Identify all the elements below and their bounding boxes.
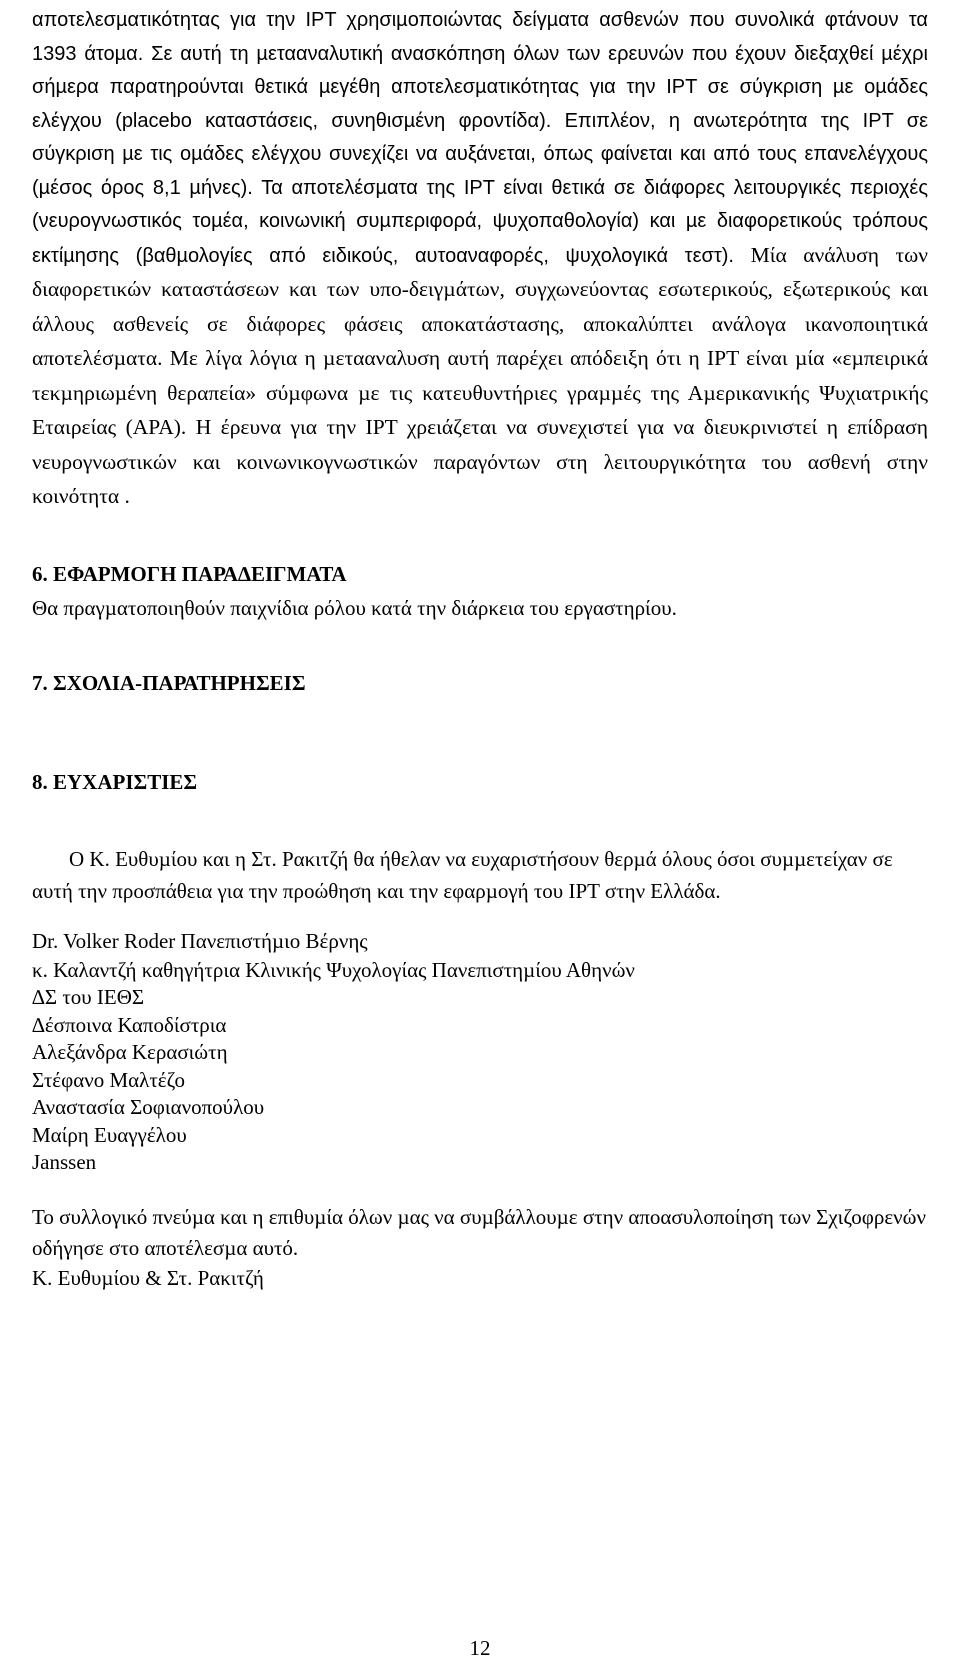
thanks-name: Στέφανο Μαλτέζο <box>32 1067 185 1092</box>
section-heading-thanks: 8. ΕΥΧΑΡΙΣΤΙΕΣ <box>32 770 198 794</box>
spacer <box>32 1178 928 1202</box>
thanks-signature: Κ. Ευθυµίου & Στ. Ρακιτζή <box>32 1265 264 1290</box>
document-page <box>32 0 928 1293</box>
thanks-name: ∆Σ του ΙΕΘΣ <box>32 985 145 1009</box>
body-paragraph <box>32 0 928 515</box>
thanks-name: Αλεξάνδρα Κερασιώτη <box>32 1040 228 1064</box>
thanks-name: Janssen <box>32 1150 97 1174</box>
section-heading-application: 6. ΕΦΑΡΜΟΓΗ ΠΑΡΑ∆ΕΙΓΜΑΤΑ <box>32 561 347 586</box>
thanks-name: Αναστασία Σοφιανοπούλου <box>32 1095 265 1119</box>
thanks-name: κ. Καλαντζή καθηγήτρια Κλινικής Ψυχολογίας Πανεπιστηµίου Αθηνών <box>32 957 635 982</box>
spacer <box>32 515 928 559</box>
page-number: 12 <box>469 1636 491 1660</box>
section-heading-comments: 7. ΣΧΟΛΙΑ-ΠΑΡΑΤΗΡΗΣΕΙΣ <box>32 671 306 695</box>
spacer <box>32 698 928 767</box>
application-text: Θα πραγµατοποιηθούν παιχνίδια ρόλου κατά την διάρκεια του εργαστηρίου. <box>32 595 677 620</box>
body-paragraph-sans: αποτελεσµατικότητας για την IPT χρησιµοποιώντας δείγµατα ασθενών που συνολικά φτάνουν τα 1393 άτοµα. Σε αυτή τη µετααναλυτική ανασκόπηση όλων των ερευνών που έχουν διεξαχθεί µέχρι σήµερα παρατηρούνται θετικά µεγέθη αποτελεσµατικότητας για την IPT σε σύγκριση µε οµάδες ελέγχου (placebo καταστάσεις, συνηθισµένη φροντίδα). Επιπλέον, η ανωτερότητα της IPT σε σύγκριση µε τις οµάδες ελέγχου συνεχίζει να αυξάνεται, όπως φαίνεται και από τους επανελέγχους (µέσος όρος 8,1 µήνες). Τα αποτελέσµατα της IPT είναι θετικά σε διάφορες λειτουργικές περιοχές (νευρογνωστικός τοµέα, κοινωνική συµπεριφορά, ψυχοπαθολογία) και µε διαφορετικούς τρόπους εκτίµησης (βαθµολογίες από ειδικούς, αυτοαναφορές, ψυχολογικά τεστ). <box>32 9 928 267</box>
thanks-names-list <box>32 927 928 1178</box>
thanks-name: ∆έσποινα Καποδίστρια <box>32 1012 227 1037</box>
thanks-name: Dr. Volker Roder Πανεπιστήµιο Βέρνης <box>32 929 368 953</box>
spacer <box>32 907 928 927</box>
thanks-name: Μαίρη Ευαγγέλου <box>32 1122 187 1147</box>
thanks-intro: Ο Κ. Ευθυµίου και η Στ. Ρακιτζή θα ήθελαν να ευχαριστήσουν θερµά όλους όσοι συµµετείχαν σε αυτή την προσπάθεια για την προώθηση και την εφαρµογή του IPT στην Ελλάδα. <box>32 847 893 903</box>
body-paragraph-serif: Μία ανάλυση των διαφορετικών καταστάσεων και των υπο-δειγµάτων, συγχωνεύοντας εσωτερικούς, εξωτερικούς και άλλους ασθενείς σε διάφορες φάσεις αποκατάστασης, αποκαλύπτει ανάλογα ικανοποιητικά αποτελέσµατα. Με λίγα λόγια η µετααναλυση αυτή παρέχει απόδειξη ότι η IPT είναι µία «εµπειρικά τεκµηριωµένη θεραπεία» σύµφωνα µε τις κατευθυντήριες γραµµές της Αµερικανικής Ψυχιατρικής Εταιρείας (APA). Η έρευνα για την IPT χρειάζεται να συνεχιστεί για να διευκρινιστεί η επίδραση νευρογνωστικών και κοινωνικογνωστικών παραγόντων στη λειτουργικότητα του ασθενή στην κοινότητα . <box>32 242 928 508</box>
spacer <box>32 623 928 668</box>
thanks-closing: Το συλλογικό πνεύµα και η επιθυµία όλων µας να συµβάλλουµε στην αποασυλοποίηση των Σχιζοφρενών οδήγησε στο αποτέλεσµα αυτό. <box>32 1204 926 1260</box>
spacer <box>32 797 928 843</box>
